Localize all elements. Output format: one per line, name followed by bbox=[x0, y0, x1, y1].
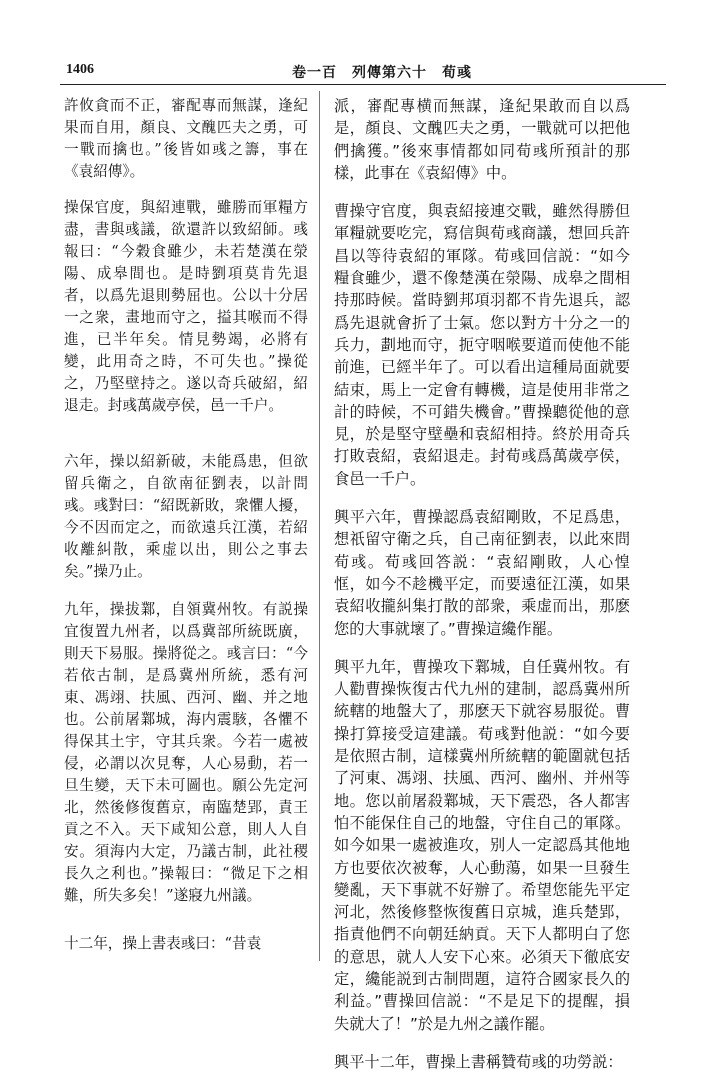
page-header bbox=[60, 58, 664, 84]
column-divider bbox=[319, 91, 320, 961]
translation-paragraph: 興平六年，曹操認爲袁紹剛敗，不足爲患，想祇留守衛之兵，自己南征劉表，以此來問荀彧。荀彧回答説：“袁紹剛敗，人心惶恇，如今不趁機平定，而要遠征江漢，如果袁紹收攏糾集打散的部衆，乘虚而出，那麽您的大事就壞了。”曹操這纔作罷。 bbox=[334, 508, 630, 638]
classical-paragraph: 十二年，操上書表彧曰：“昔袁 bbox=[64, 935, 262, 952]
page-number: 1406 bbox=[66, 62, 94, 77]
translation-paragraph: 曹操守官度，與袁紹接連交戰，雖然得勝但軍糧就要吃完，寫信與荀彧商議，想回兵許昌以等待袁紹的軍隊。荀彧回信説：“如今糧食雖少，還不像楚漢在滎陽、成皋之間相持那時候。當時劉邦項羽都不肯先退兵，認爲先退就會折了士氣。您以對方十分之一的兵力，劃地而守，扼守咽喉要道而使他不能前進，已經半年了。可以看出這種局面就要結束，馬上一定會有轉機，這是使用非常之計的時候，不可錯失機會。”曹操聽從他的意見，於是堅守壁壘和袁紹相持。終於用奇兵打敗袁紹，袁紹退走。封荀彧爲萬歲亭侯，食邑一千户。 bbox=[334, 202, 630, 488]
running-title: 卷一百 列傳第六十 荀彧 bbox=[292, 65, 472, 81]
classical-paragraph: 九年，操拔鄴，自領冀州牧。有説操宜復置九州者，以爲冀部所統既廣，則天下易服。操將從之。彧言曰：“今若依古制，是爲冀州所統，悉有河東、馮翊、扶風、西河、幽、并之地也。公前屠鄴城，海内震駭，各懼不得保其土宇，守其兵衆。今若一處被侵，必謂以次見奪，人心易動，若一旦生變，天下未可圖也。願公先定河北，然後修復舊京，南臨楚郢，責王貢之不入。天下咸知公意，則人人自安。須海内大定，乃議古制，此社稷長久之利也。”操報曰：“微足下之相難，所失多矣！”遂寢九州議。 bbox=[64, 601, 308, 904]
classical-paragraph: 許攸貪而不正，審配專而無謀，逢紀果而自用，顏良、文醜匹夫之勇，可一戰而擒也。”後皆如彧之籌，事在《袁紹傳》。 bbox=[64, 97, 308, 180]
classical-paragraph: 六年，操以紹新破，未能爲患，但欲留兵衛之，自欲南征劉表，以計問彧。彧對曰：“紹既新敗，衆懼人擾，今不因而定之，而欲遠兵江漢，若紹收離糾散，乘虚以出，則公之事去矣。”操乃止。 bbox=[64, 453, 308, 580]
translation-paragraph: 興平十二年，曹操上書稱贊荀彧的功勞説： bbox=[334, 1052, 623, 1071]
header-rule bbox=[60, 84, 666, 85]
translation-column bbox=[334, 95, 630, 1073]
translation-paragraph: 興平九年，曹操攻下鄴城，自任冀州牧。有人勸曹操恢復古代九州的建制，認爲冀州所統轄的地盤大了，那麽天下就容易服從。曹操打算接受這建議。荀彧對他説：“如今要是依照古制，這樣冀州所統轄的範圍就包括了河東、馮翊、扶風、西河、幽州、并州等地。您以前屠殺鄴城，天下震恐，各人都害怕不能保住自己的地盤，守住自己的軍隊。如今如果一處被進攻，别人一定認爲其他地方也要依次被奪，人心動蕩，如果一旦發生變亂，天下事就不好辦了。希望您能先平定河北，然後修整恢復舊日京城，進兵楚郢，指責他們不向朝廷納貢。天下人都明白了您的意思，就人人安下心來。必須天下徹底安定，纔能説到古制問題，這符合國家長久的利益。”曹操回信説：“不是足下的提醒，損失就大了！”於是九州之議作罷。 bbox=[334, 657, 630, 1033]
classical-paragraph: 操保官度，與紹連戰，雖勝而軍糧方盡，書與彧議，欲還許以致紹師。彧報曰：“今穀食雖少，未若楚漢在滎陽、成皋間也。是時劉項莫肯先退者，以爲先退則勢屈也。公以十分居一之衆，畫地而守之，搤其喉而不得進，已半年矣。情見勢竭，必將有變，此用奇之時，不可失也。”操從之，乃堅壁持之。遂以奇兵破紹，紹退走。封彧萬歲亭侯，邑一千户。 bbox=[64, 199, 308, 414]
translation-paragraph: 派，審配專横而無謀，逢紀果敢而自以爲是，顏良、文醜匹夫之勇，一戰就可以把他們擒獲。”後來事情都如同荀彧所預計的那樣，此事在《袁紹傳》中。 bbox=[334, 97, 630, 182]
classical-text-column bbox=[64, 95, 308, 955]
